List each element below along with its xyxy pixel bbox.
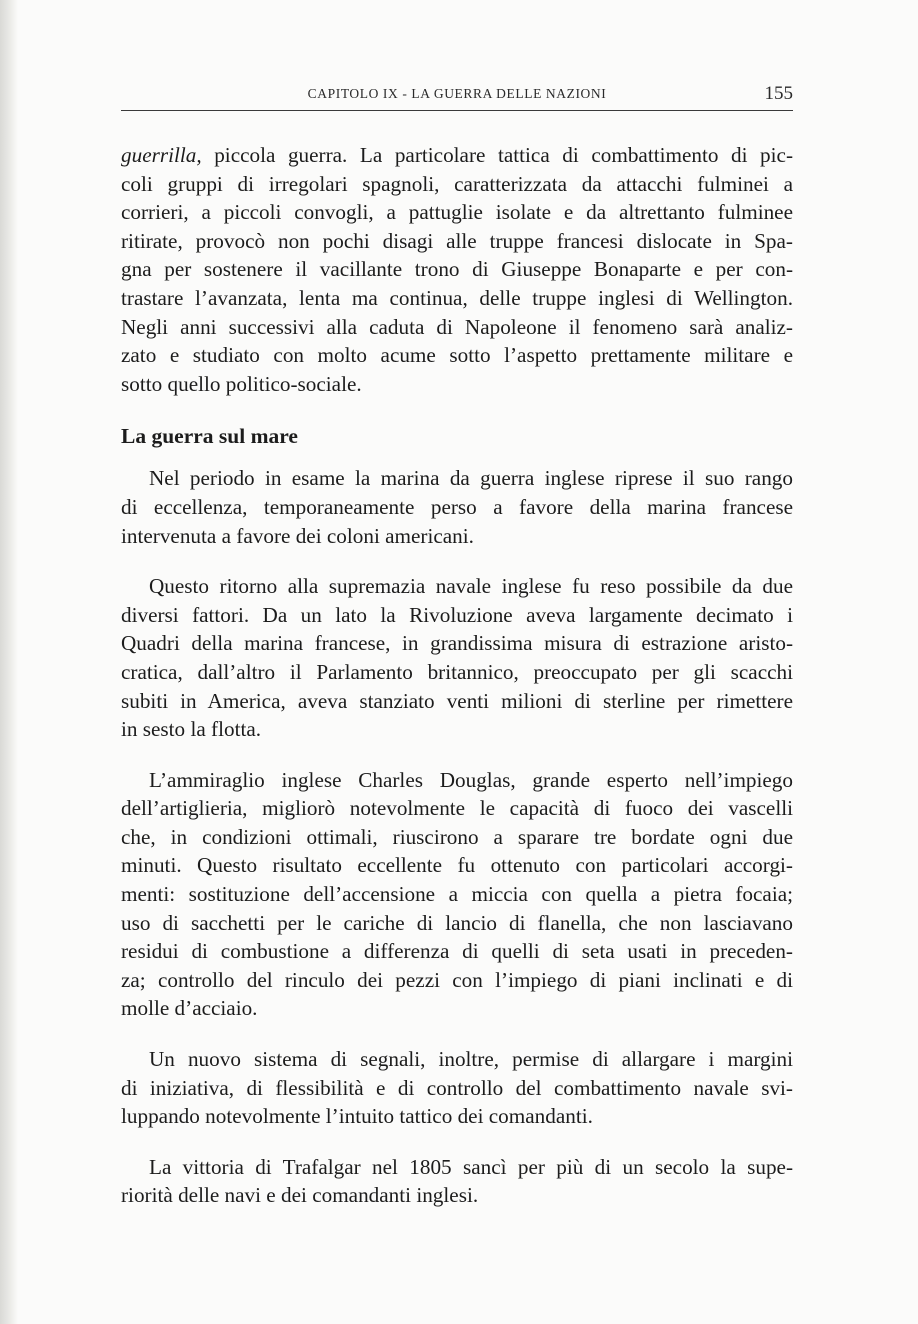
text-line: in sesto la flotta. (121, 717, 262, 742)
text-line: molle d’acciaio. (121, 996, 258, 1021)
text-line: Negli anni successivi alla caduta di Napoleone il fenomeno sarà analiz- (121, 314, 793, 339)
text-fragment: piccola guerra. La particolare tattica di combattimento di pic- (201, 143, 793, 167)
italic-term: guerrilla, (121, 143, 202, 167)
text-line: che, in condizioni ottimali, riuscirono a sparare tre bordate ogni due (121, 824, 793, 849)
text-line: gna per sostenere il vacillante trono di Giuseppe Bonaparte e per con- (121, 257, 793, 282)
text-line: minuti. Questo risultato eccellente fu ottenuto con particolari accorgi- (121, 853, 793, 878)
text-line: riorità delle navi e dei comandanti inglesi. (121, 1183, 479, 1208)
intro-paragraph (121, 141, 793, 398)
text-line: Un nuovo sistema di segnali, inoltre, permise di allargare i margini (149, 1047, 793, 1072)
text-line: intervenuta a favore dei coloni americani. (121, 523, 474, 548)
paragraph (121, 766, 793, 1023)
text-line: cratica, dall’altro il Parlamento britannico, preoccupato per gli scacchi (121, 659, 793, 684)
paragraph (121, 464, 793, 550)
text-line: sotto quello politico-sociale. (121, 371, 362, 396)
text-line: L’ammiraglio inglese Charles Douglas, grande esperto nell’impiego (149, 767, 793, 792)
text-line: menti: sostituzione dell’accensione a miccia con quella a pietra focaia; (121, 882, 793, 907)
page-number: 155 (764, 83, 793, 104)
paragraph (121, 572, 793, 744)
text-line: residui di combustione a differenza di quelli di seta usati in preceden- (121, 939, 793, 964)
paragraph (121, 1045, 793, 1131)
page-body (121, 141, 793, 1232)
text-line: di iniziativa, di flessibilità e di controllo del combattimento navale svi- (121, 1075, 793, 1100)
text-line: Nel periodo in esame la marina da guerra inglese riprese il suo rango (149, 466, 793, 491)
chapter-title: CAPITOLO IX - LA GUERRA DELLE NAZIONI (307, 86, 607, 101)
page-binding-edge (0, 0, 18, 1324)
running-header (121, 84, 793, 111)
text-line: corrieri, a piccoli convogli, a pattuglie isolate e da altrettanto fulminee (121, 200, 793, 225)
text-line: dell’artiglieria, migliorò notevolmente le capacità di fuoco dei vascelli (121, 796, 793, 821)
text-line: trastare l’avanzata, lenta ma continua, delle truppe inglesi di Wellington. (121, 285, 793, 310)
text-line: ritirate, provocò non pochi disagi alle truppe francesi dislocate in Spa- (121, 228, 793, 253)
section-heading: La guerra sul mare (121, 424, 298, 449)
text-line: uso di sacchetti per le cariche di lancio di flanella, che non lasciavano (121, 910, 793, 935)
text-line: coli gruppi di irregolari spagnoli, caratterizzata da attacchi fulminei a (121, 171, 793, 196)
text-line: zato e studiato con molto acume sotto l’aspetto prettamente militare e (121, 343, 793, 368)
text-line: Quadri della marina francese, in grandissima misura di estrazione aristo- (121, 631, 793, 656)
text-line: diversi fattori. Da un lato la Rivoluzione aveva largamente decimato i (121, 602, 793, 627)
text-line: za; controllo del rinculo dei pezzi con l’impiego di piani inclinati e di (121, 967, 793, 992)
text-line (121, 141, 793, 170)
text-line: luppando notevolmente l’intuito tattico dei comandanti. (121, 1104, 593, 1129)
text-line: subiti in America, aveva stanziato venti milioni di sterline per rimettere (121, 688, 793, 713)
text-line: di eccellenza, temporaneamente perso a favore della marina francese (121, 494, 793, 519)
text-line: Questo ritorno alla supremazia navale inglese fu reso possibile da due (149, 574, 793, 599)
text-line: La vittoria di Trafalgar nel 1805 sancì per più di un secolo la supe- (149, 1154, 793, 1179)
paragraph (121, 1153, 793, 1210)
